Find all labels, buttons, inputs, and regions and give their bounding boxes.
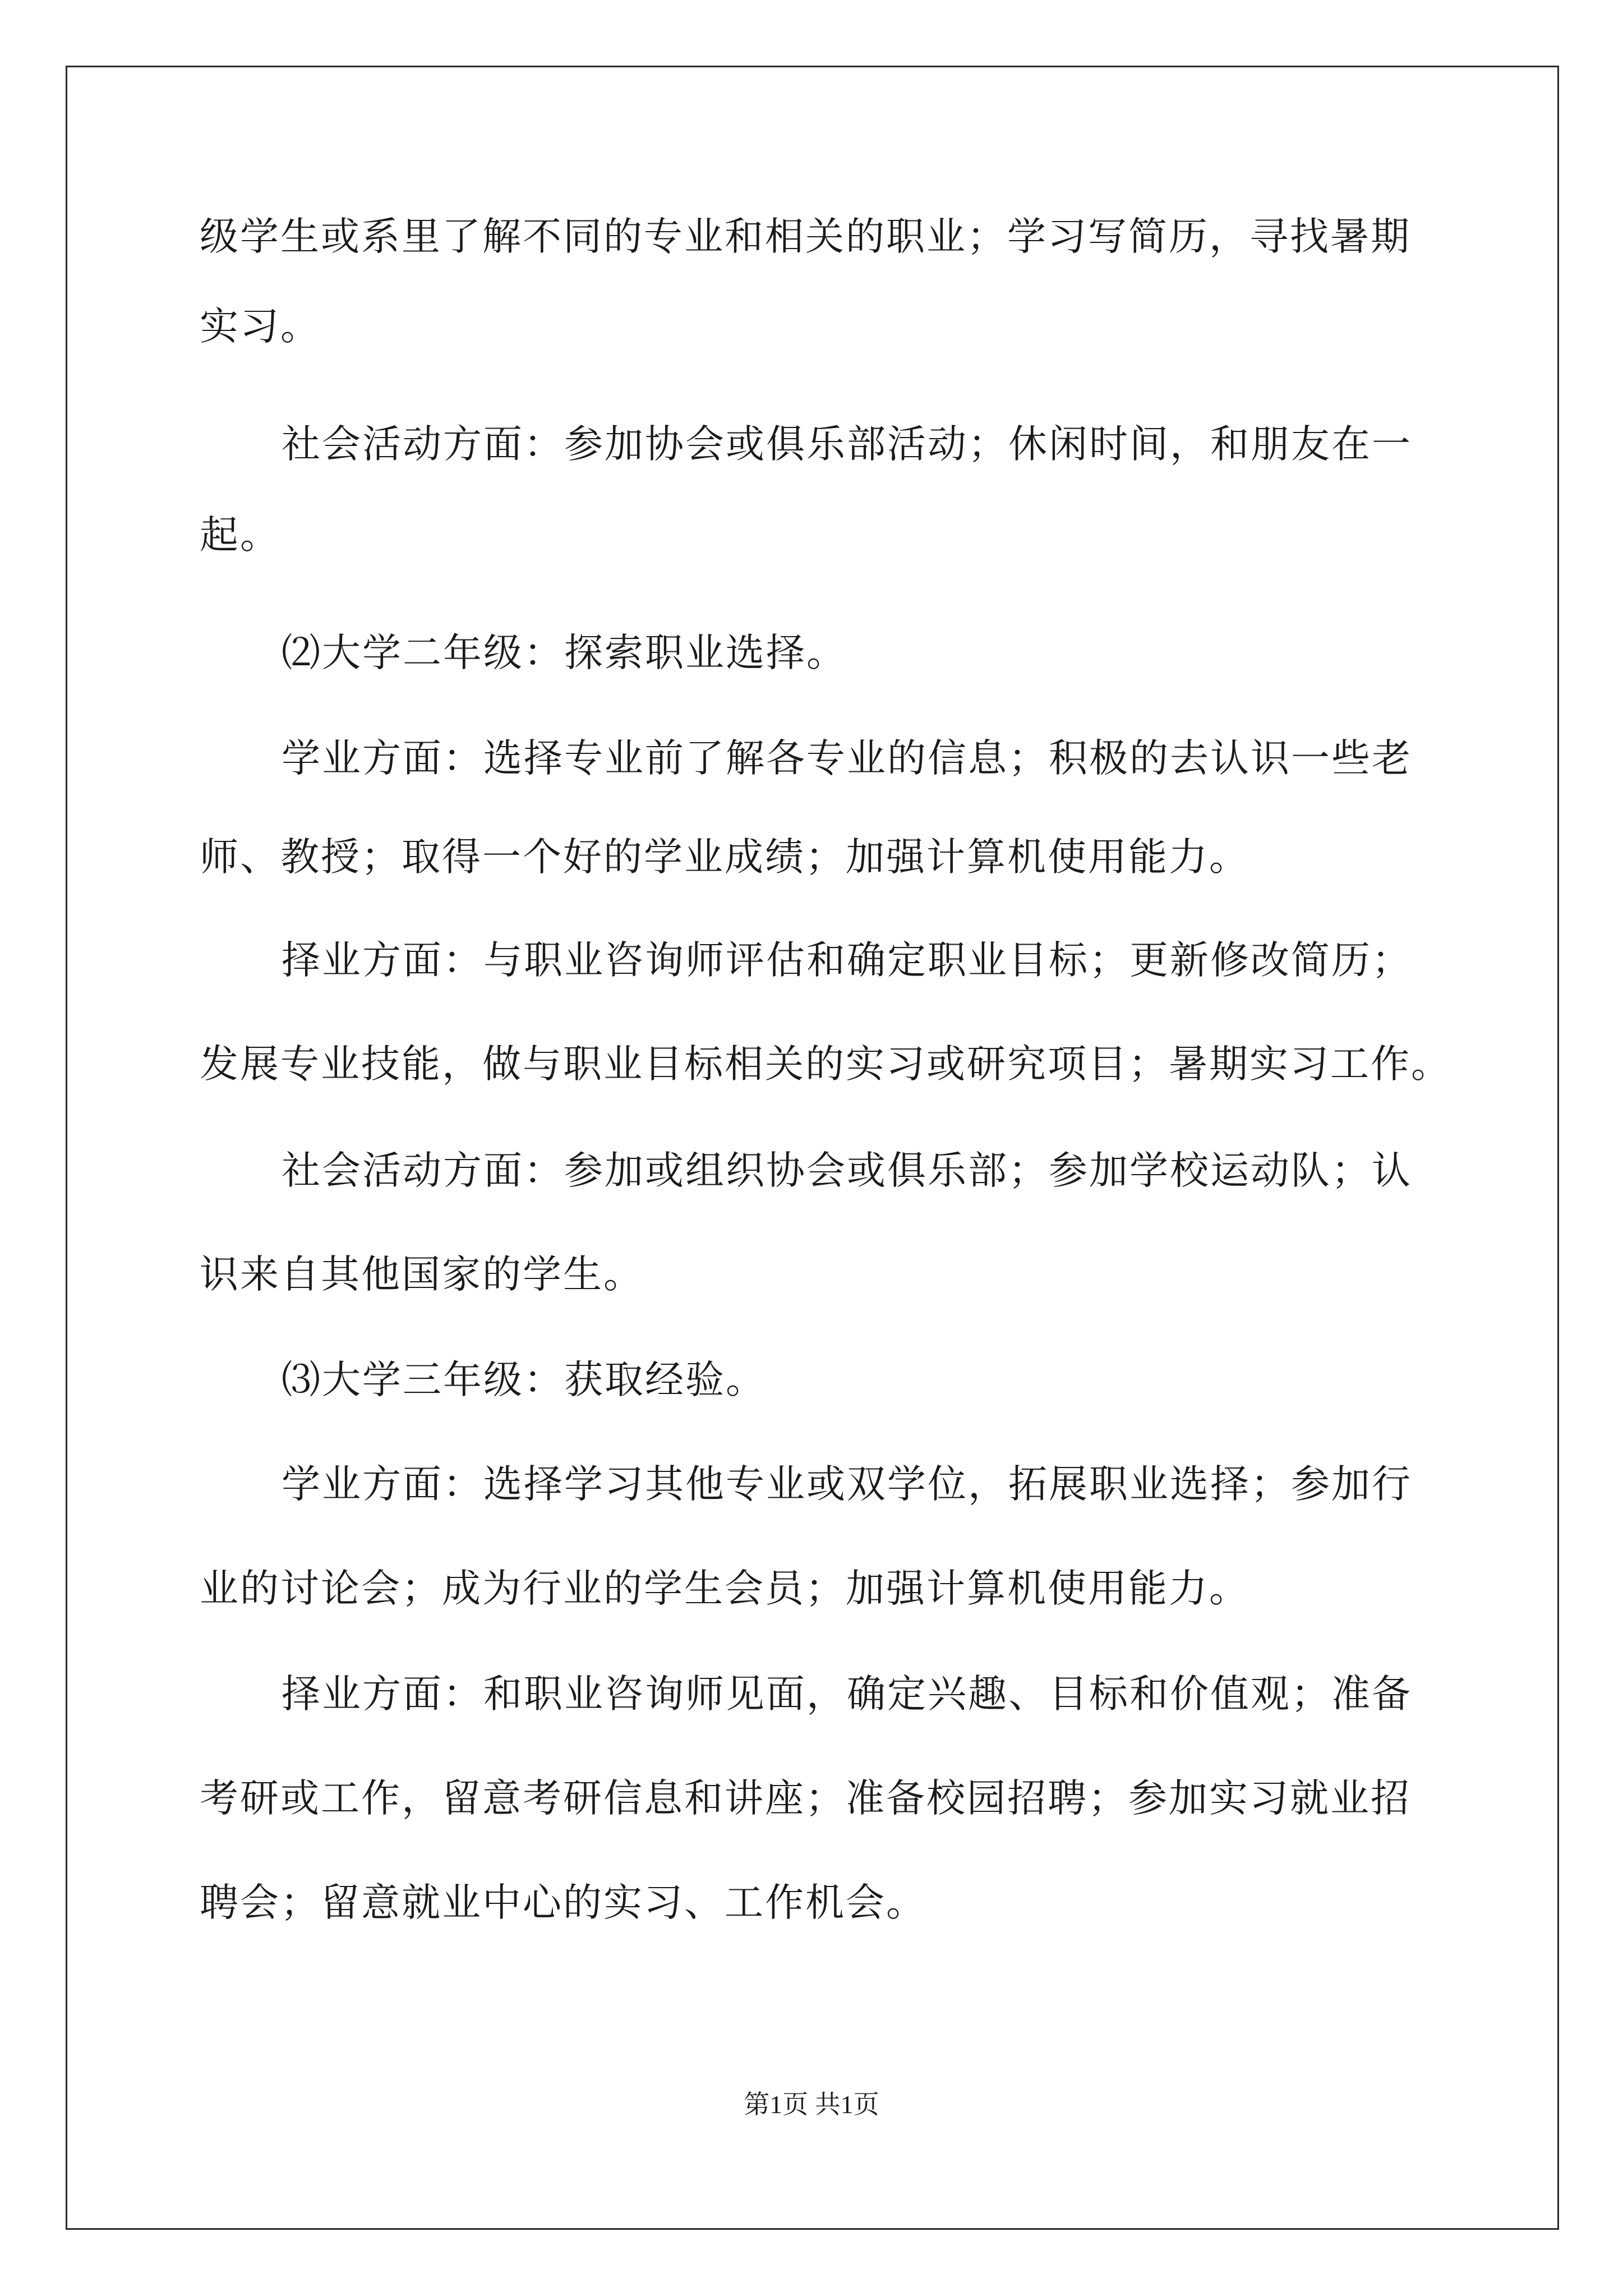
- text-line: 实习。: [200, 304, 321, 349]
- text-line: 发展专业技能，做与职业目标相关的实习或研究项目；暑期实习工作。: [200, 1042, 1451, 1087]
- text-line: 师、教授；取得一个好的学业成绩；加强计算机使用能力。: [200, 835, 1249, 880]
- text-line: 择业方面：和职业咨询师见面，确定兴趣、目标和价值观；准备: [282, 1672, 1412, 1717]
- text-line: 社会活动方面：参加协会或俱乐部活动；休闲时间，和朋友在一: [282, 422, 1412, 467]
- section-heading: ⑵大学二年级：探索职业选择。: [282, 631, 847, 675]
- text-line: 学业方面：选择专业前了解各专业的信息；积极的去认识一些老: [282, 736, 1412, 781]
- page-number-footer: 第1页 共1页: [744, 2090, 879, 2119]
- text-line: 择业方面：与职业咨询师评估和确定职业目标；更新修改简历；: [282, 938, 1412, 983]
- text-line: 识来自其他国家的学生。: [200, 1252, 644, 1297]
- text-line: 聘会；留意就业中心的实习、工作机会。: [200, 1880, 926, 1925]
- text-line: 业的讨论会；成为行业的学生会员；加强计算机使用能力。: [200, 1566, 1249, 1611]
- text-line: 考研或工作，留意考研信息和讲座；准备校园招聘；参加实习就业招: [200, 1776, 1411, 1821]
- text-line: 社会活动方面：参加或组织协会或俱乐部；参加学校运动队；认: [282, 1148, 1412, 1193]
- text-line: 学业方面：选择学习其他专业或双学位，拓展职业选择；参加行: [282, 1462, 1412, 1507]
- text-line: 级学生或系里了解不同的专业和相关的职业；学习写简历，寻找暑期: [200, 214, 1411, 259]
- text-line: 起。: [200, 513, 280, 558]
- section-heading: ⑶大学三年级：获取经验。: [282, 1358, 766, 1402]
